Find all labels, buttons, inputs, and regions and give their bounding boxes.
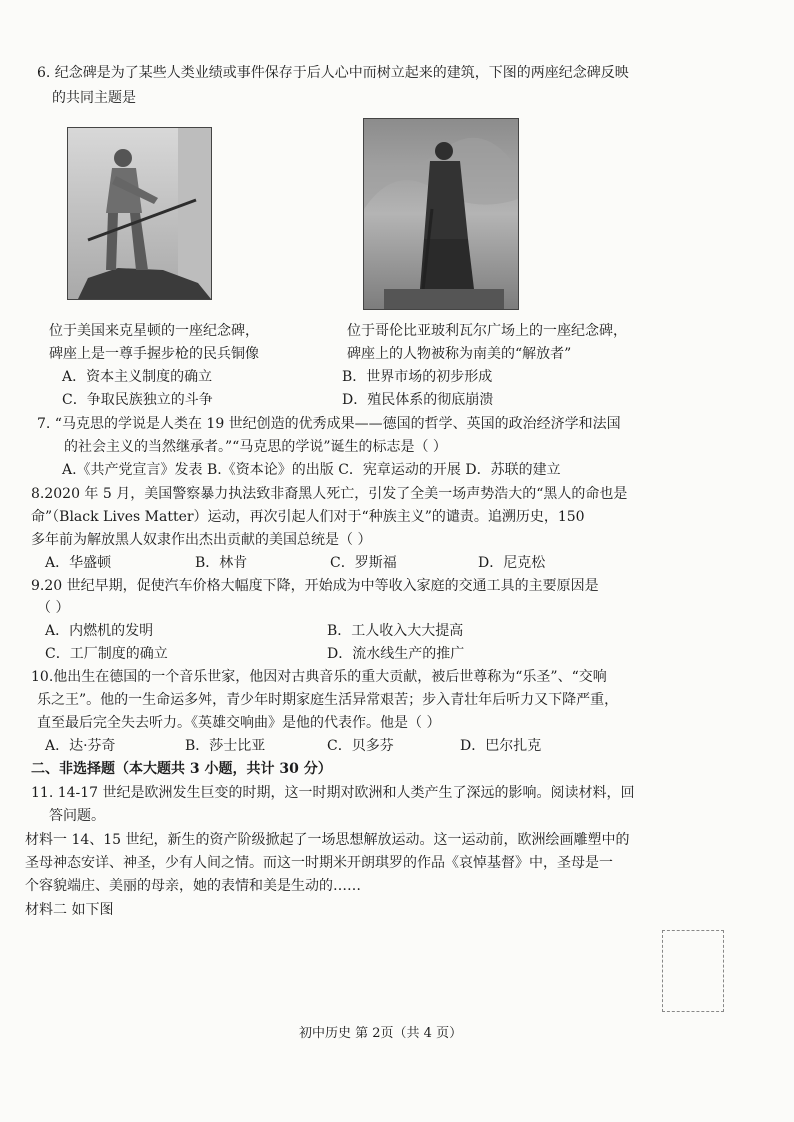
q10-option-c: C．贝多芬 <box>327 738 394 754</box>
q6-left-caption-line2: 碑座上是一尊手握步枪的民兵铜像 <box>49 346 259 362</box>
q6-left-caption-line1: 位于美国来克星顿的一座纪念碑， <box>49 323 259 339</box>
q10-option-a: A．达·芬奇 <box>45 738 116 754</box>
q6-stem-line1: 6. 纪念碑是为了某些人类业绩或事件保存于后人心中而树立起来的建筑，下图的两座纪念碑反映 <box>37 65 629 81</box>
section2-heading: 二、非选择题（本大题共 3 小题，共计 30 分） <box>31 761 332 777</box>
q10-stem-line1: 10.他出生在德国的一个音乐世家，他因对古典音乐的重大贡献，被后世尊称为“乐圣”、“交响 <box>31 669 607 685</box>
q9-option-b: B．工人收入大大提高 <box>327 623 464 639</box>
q6-right-caption-line2: 碑座上的人物被称为南美的“解放者” <box>347 346 572 362</box>
q8-option-d: D．尼克松 <box>478 555 546 571</box>
q8-option-a: A．华盛顿 <box>45 555 112 571</box>
q9-option-c: C．工厂制度的确立 <box>45 646 168 662</box>
q6-right-caption-line1: 位于哥伦比亚玻利瓦尔广场上的一座纪念碑， <box>347 323 627 339</box>
q6-option-c: C．争取民族独立的斗争 <box>62 392 213 408</box>
bolivar-statue-photo <box>363 118 519 310</box>
q8-stem-line2: 命”（Black Lives Matter）运动，再次引起人们对于“种族主义”的谴责。追溯历史，150 <box>31 509 585 525</box>
q11-material1-line3: 个容貌端庄、美丽的母亲，她的表情和美是生动的…… <box>25 878 361 894</box>
q6-option-a: A．资本主义制度的确立 <box>62 369 213 385</box>
q8-stem-line1: 8.2020 年 5 月，美国警察暴力执法致非裔黑人死亡，引发了全美一场声势浩大的“黑人的命也是 <box>31 486 628 502</box>
q9-option-a: A．内燃机的发明 <box>45 623 154 639</box>
margin-scan-artifact <box>662 930 724 1012</box>
q10-option-d: D．巴尔扎克 <box>460 738 542 754</box>
q8-stem-line3: 多年前为解放黑人奴隶作出杰出贡献的美国总统是（ ） <box>31 532 372 548</box>
q7-stem-line2: 的社会主义的当然继承者。”“马克思的学说”诞生的标志是（ ） <box>64 439 447 455</box>
q11-stem-line2: 答问题。 <box>49 808 105 824</box>
q6-option-b: B．世界市场的初步形成 <box>342 369 493 385</box>
q9-stem-line1: 9.20 世纪早期，促使汽车价格大幅度下降，开始成为中等收入家庭的交通工具的主要原因是 <box>31 578 599 594</box>
q10-stem-line3: 直至最后完全失去听力。《英雄交响曲》是他的代表作。他是（ ） <box>37 715 441 731</box>
page-footer: 初中历史 第 2页（共 4 页） <box>299 1026 463 1041</box>
q8-option-c: C．罗斯福 <box>330 555 397 571</box>
q11-material1-line1: 材料一 14、15 世纪，新生的资产阶级掀起了一场思想解放运动。这一运动前，欧洲绘画雕塑中的 <box>25 832 630 848</box>
q6-option-d: D．殖民体系的彻底崩溃 <box>342 392 494 408</box>
q11-material1-line2: 圣母神态安详、神圣，少有人间之情。而这一时期米开朗琪罗的作品《哀悼基督》中，圣母是一 <box>25 855 613 871</box>
q9-option-d: D．流水线生产的推广 <box>327 646 465 662</box>
q10-option-b: B．莎士比亚 <box>185 738 266 754</box>
q6-stem-line2: 的共同主题是 <box>52 90 136 106</box>
q9-stem-line2: （ ） <box>37 600 70 616</box>
q11-stem-line1: 11. 14-17 世纪是欧洲发生巨变的时期，这一时期对欧洲和人类产生了深远的影响。阅读材料，回 <box>31 785 635 801</box>
q11-material2-label: 材料二 如下图 <box>25 902 114 918</box>
q7-stem-line1: 7. “马克思的学说是人类在 19 世纪创造的优秀成果——德国的哲学、英国的政治经济学和法国 <box>37 416 621 432</box>
q10-stem-line2: 乐之王”。他的一生命运多舛，青少年时期家庭生活异常艰苦；步入青壮年后听力又下降严重， <box>37 692 619 708</box>
minuteman-statue-photo <box>67 127 212 300</box>
q8-option-b: B．林肯 <box>195 555 248 571</box>
q7-options: A.《共产党宣言》发表 B.《资本论》的出版 C．宪章运动的开展 D．苏联的建立 <box>62 462 561 478</box>
